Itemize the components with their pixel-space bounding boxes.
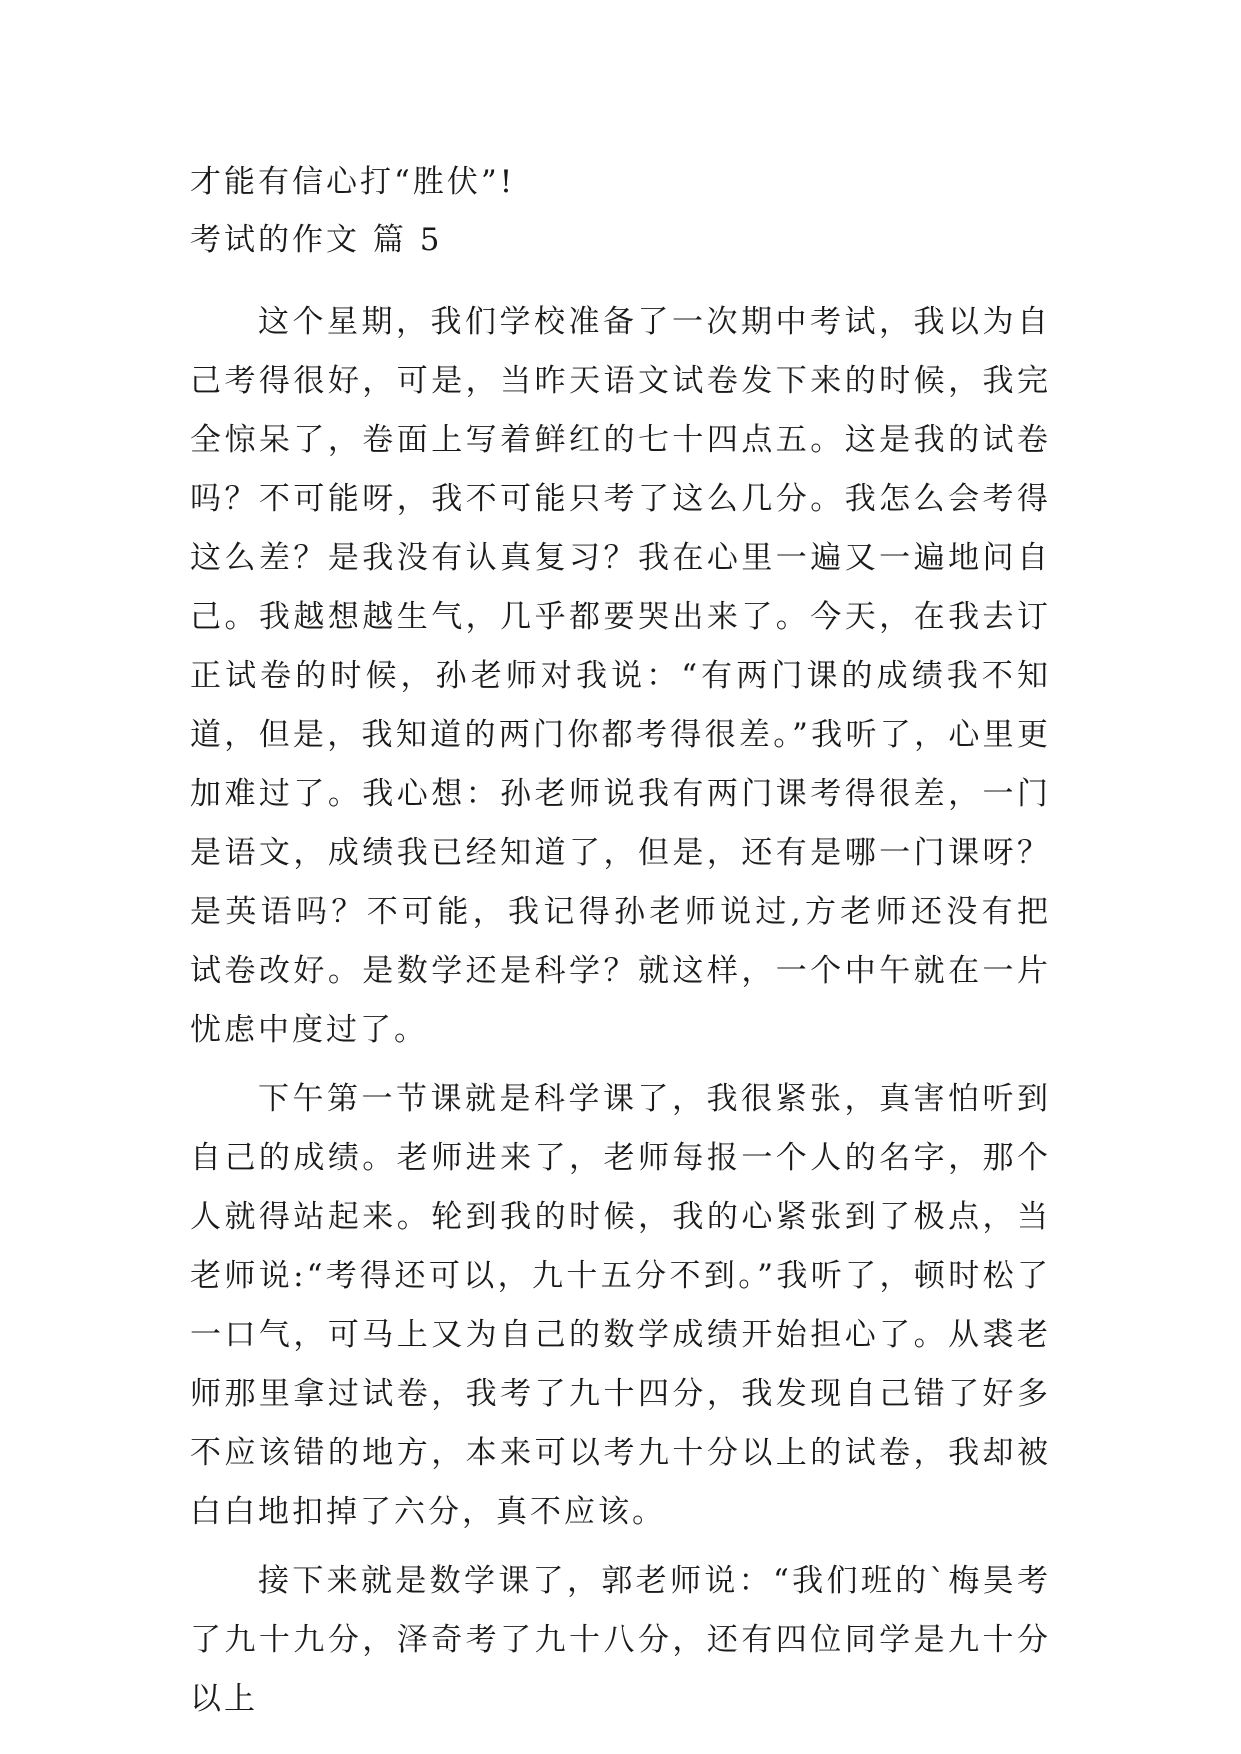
paragraph-1: 这个星期，我们学校准备了一次期中考试，我以为自己考得很好，可是，当昨天语文试卷发下来的时候，我完全惊呆了，卷面上写着鲜红的七十四点五。这是我的试卷吗？不可能呀，我不可能只考了这么几分。我怎么会考得这么差？是我没有认真复习？我在心里一遍又一遍地问自己。我越想越生气，几乎都要哭出来了。今天，在我去订正试卷的时候，孙老师对我说：“有两门课的成绩我不知道，但是，我知道的两门你都考得很差。”我听了，心里更加难过了。我心想：孙老师说我有两门课考得很差，一门是语文，成绩我已经知道了，但是，还有是哪一门课呀？是英语吗？不可能，我记得孙老师说过,方老师还没有把试卷改好。是数学还是科学？就这样，一个中午就在一片忧虑中度过了。 xyxy=(190,304,1051,1048)
continuation-line: 才能有信心打“胜伏”! xyxy=(190,164,516,200)
section-title: 考试的作文 篇 5 xyxy=(190,222,443,258)
paragraph-3: 接下来就是数学课了，郭老师说：“我们班的`梅昊考了九十九分，泽奇考了九十八分，还有四位同学是九十分以上 xyxy=(190,1563,1051,1717)
paragraph-2: 下午第一节课就是科学课了，我很紧张，真害怕听到自己的成绩。老师进来了，老师每报一个人的名字，那个人就得站起来。轮到我的时候，我的心紧张到了极点，当老师说:“考得还可以，九十五分不到。”我听了，顿时松了一口气，可马上又为自己的数学成绩开始担心了。从裘老师那里拿过试卷，我考了九十四分，我发现自己错了好多不应该错的地方，本来可以考九十分以上的试卷，我却被白白地扣掉了六分，真不应该。 xyxy=(190,1081,1051,1530)
document-body xyxy=(190,163,1051,1729)
